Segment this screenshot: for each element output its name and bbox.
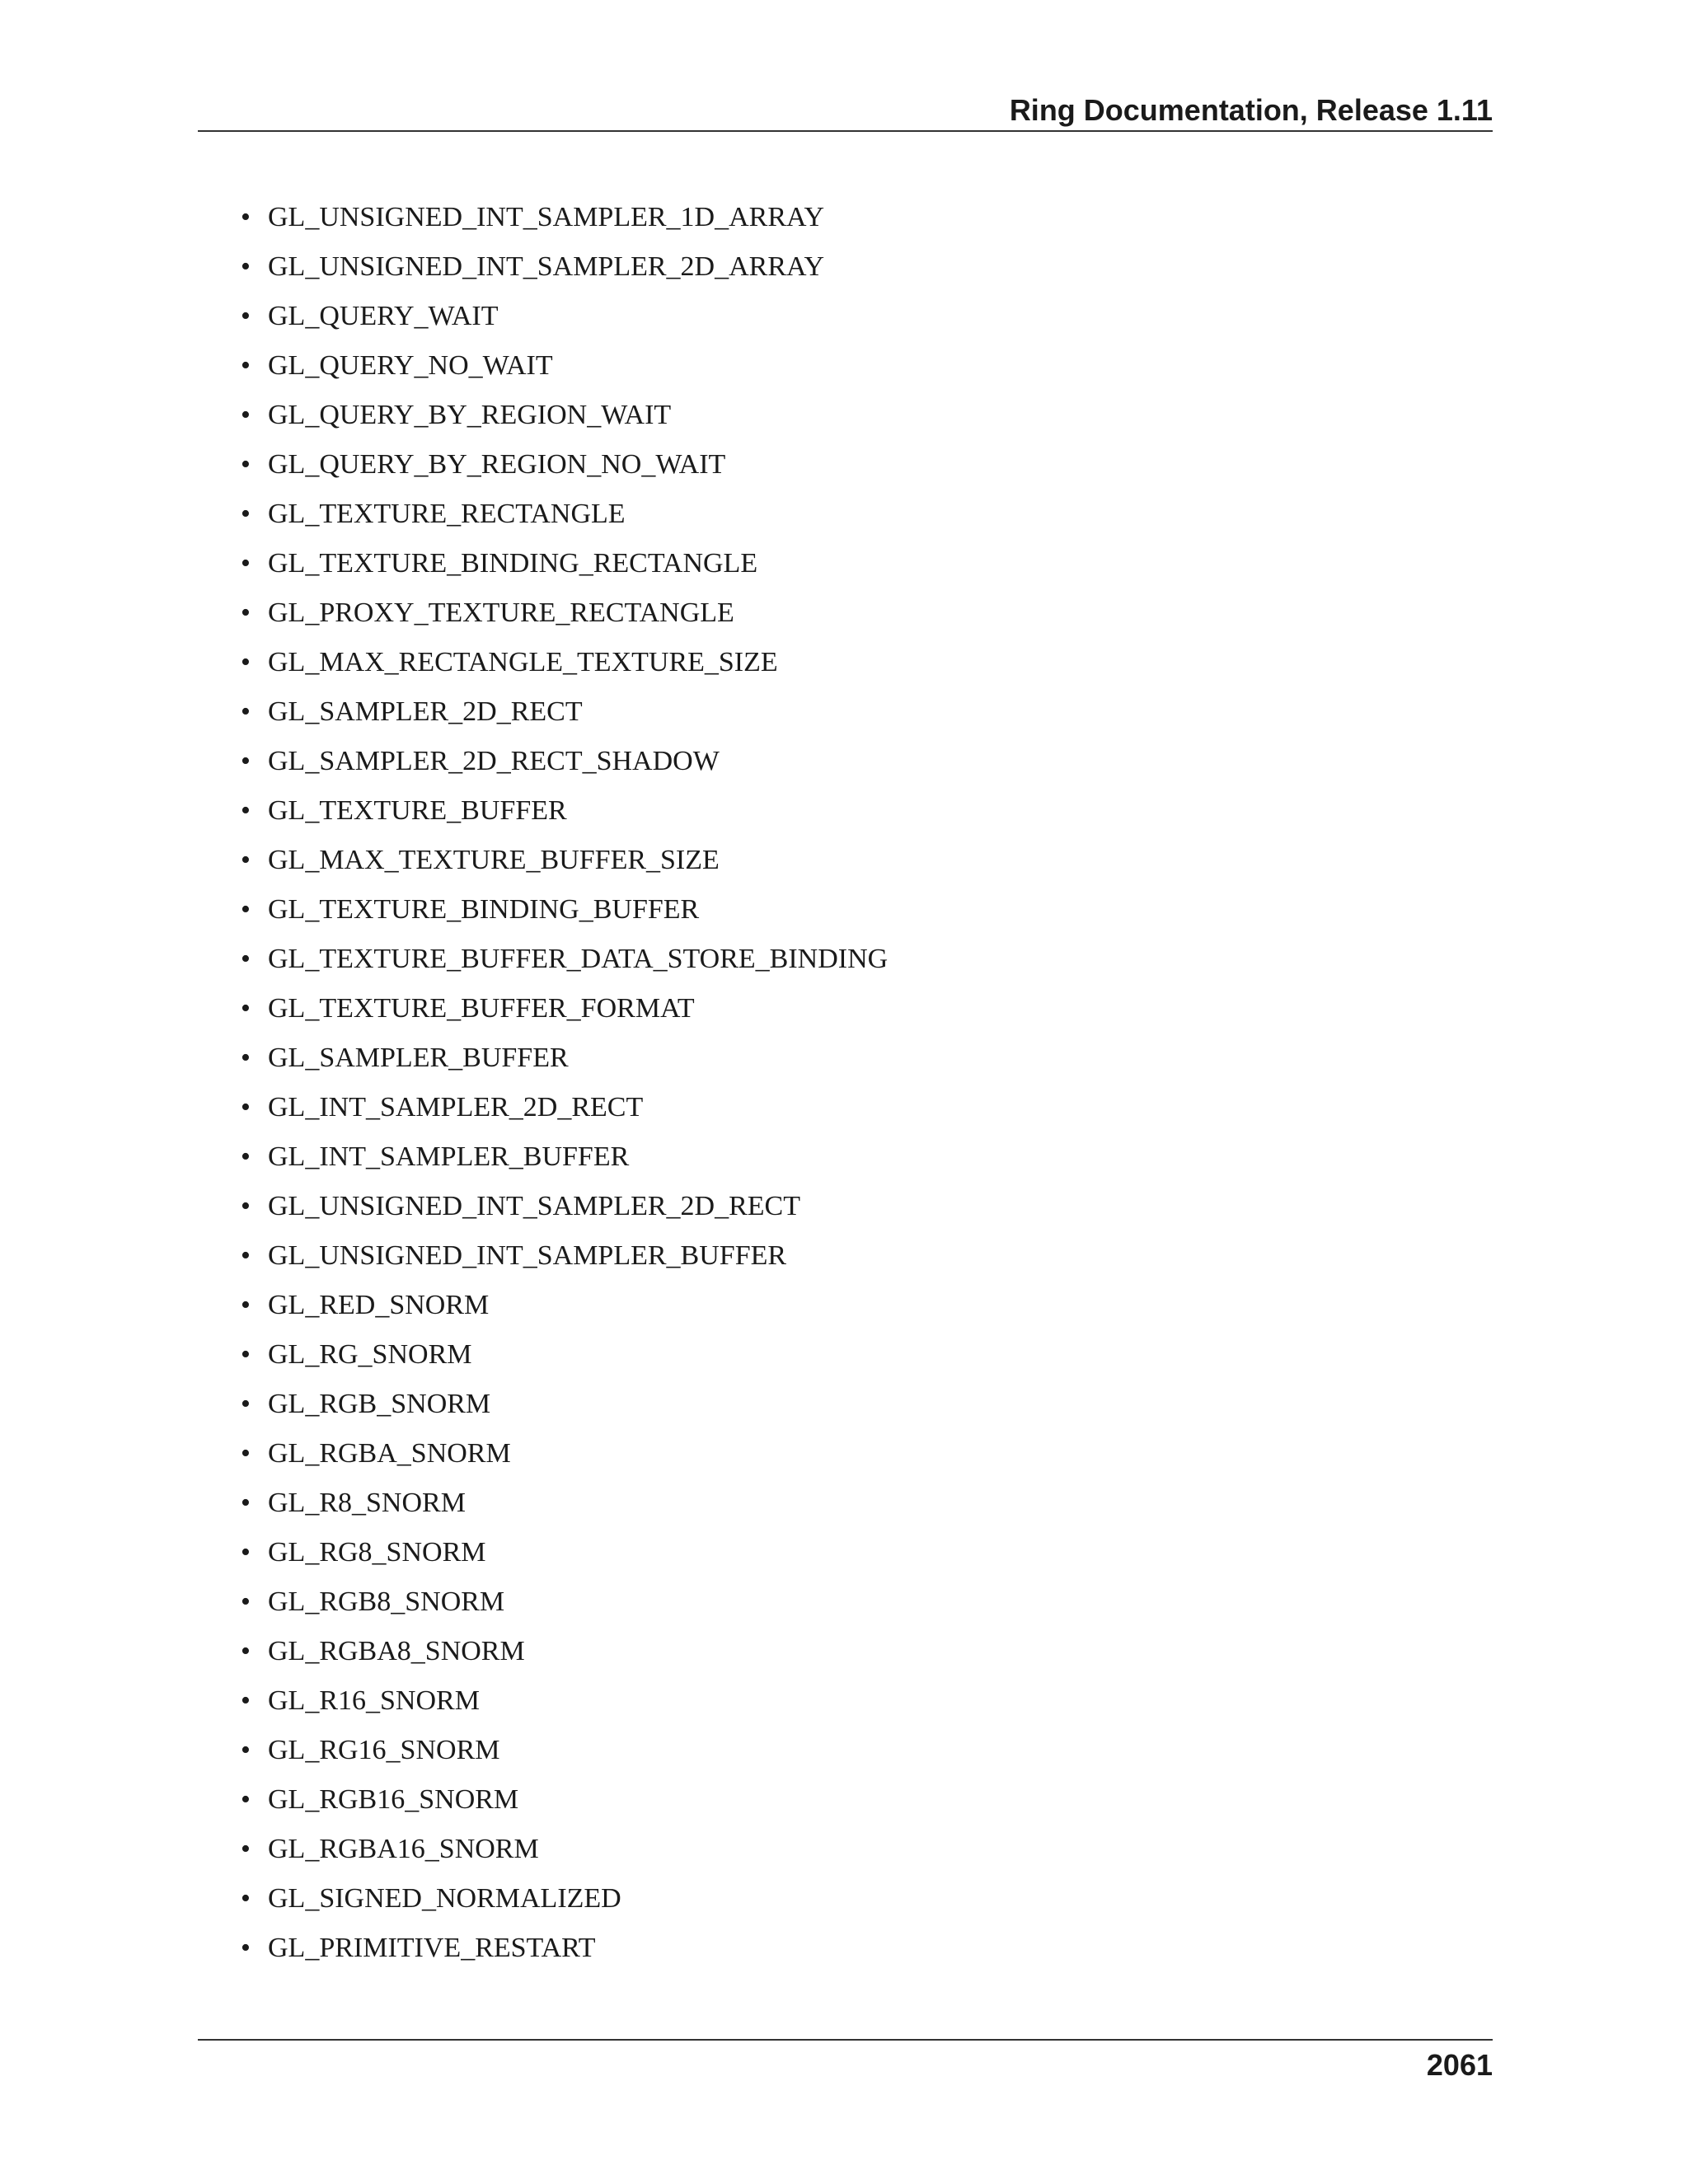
list-item-text: GL_UNSIGNED_INT_SAMPLER_2D_RECT	[268, 1191, 800, 1221]
list-item	[241, 1083, 888, 1132]
bullet-icon: •	[241, 1586, 251, 1617]
bullet-icon: •	[241, 449, 251, 480]
list-item-text: GL_TEXTURE_BINDING_RECTANGLE	[268, 548, 758, 579]
bullet-icon: •	[241, 301, 251, 331]
bullet-icon: •	[241, 993, 251, 1024]
footer-rule	[198, 2039, 1493, 2041]
list-item-text: GL_R16_SNORM	[268, 1685, 480, 1716]
list-item	[241, 1380, 888, 1429]
list-item-text: GL_SAMPLER_BUFFER	[268, 1043, 569, 1073]
bullet-icon: •	[241, 1834, 251, 1864]
list-item-text: GL_RG_SNORM	[268, 1339, 472, 1370]
list-item	[241, 1033, 888, 1083]
list-item	[241, 1132, 888, 1182]
list-item	[241, 440, 888, 490]
list-item	[241, 1479, 888, 1528]
list-item-text: GL_RGB_SNORM	[268, 1389, 491, 1419]
list-item	[241, 292, 888, 341]
list-item-text: GL_UNSIGNED_INT_SAMPLER_1D_ARRAY	[268, 202, 825, 232]
list-item	[241, 588, 888, 638]
list-item	[241, 391, 888, 440]
bullet-icon: •	[241, 1389, 251, 1419]
list-item	[241, 1429, 888, 1479]
list-item-text: GL_QUERY_BY_REGION_WAIT	[268, 400, 672, 430]
list-item	[241, 1330, 888, 1380]
list-item-text: GL_UNSIGNED_INT_SAMPLER_BUFFER	[268, 1240, 787, 1271]
bullet-icon: •	[241, 1537, 251, 1568]
list-item-text: GL_RGBA8_SNORM	[268, 1636, 525, 1666]
bullet-icon: •	[241, 1141, 251, 1172]
list-item-text: GL_SAMPLER_2D_RECT_SHADOW	[268, 746, 720, 776]
bullet-icon: •	[241, 202, 251, 232]
list-item	[241, 935, 888, 984]
list-item	[241, 242, 888, 292]
bullet-icon: •	[241, 1735, 251, 1765]
list-item-text: GL_TEXTURE_BUFFER_DATA_STORE_BINDING	[268, 944, 889, 974]
list-item-text: GL_QUERY_WAIT	[268, 301, 499, 331]
list-item	[241, 1182, 888, 1231]
running-header: Ring Documentation, Release 1.11	[1009, 93, 1493, 127]
bullet-icon: •	[241, 499, 251, 529]
bullet-icon: •	[241, 1685, 251, 1716]
list-item-text: GL_TEXTURE_BUFFER_FORMAT	[268, 993, 695, 1024]
bullet-icon: •	[241, 845, 251, 875]
list-item	[241, 1775, 888, 1825]
list-item-text: GL_RGB16_SNORM	[268, 1784, 519, 1815]
list-item-text: GL_RG8_SNORM	[268, 1537, 486, 1568]
list-item	[241, 1577, 888, 1627]
bullet-icon: •	[241, 350, 251, 381]
bullet-icon: •	[241, 1092, 251, 1122]
list-item	[241, 1627, 888, 1676]
bullet-icon: •	[241, 400, 251, 430]
list-item-text: GL_TEXTURE_RECTANGLE	[268, 499, 626, 529]
bullet-icon: •	[241, 746, 251, 776]
list-item	[241, 1726, 888, 1775]
list-item-text: GL_INT_SAMPLER_2D_RECT	[268, 1092, 644, 1122]
bullet-icon: •	[241, 548, 251, 579]
list-item	[241, 687, 888, 737]
list-item	[241, 341, 888, 391]
constant-list	[241, 193, 888, 1973]
list-item-text: GL_MAX_TEXTURE_BUFFER_SIZE	[268, 845, 720, 875]
list-item	[241, 786, 888, 836]
list-item-text: GL_SIGNED_NORMALIZED	[268, 1883, 621, 1914]
bullet-icon: •	[241, 944, 251, 974]
list-item	[241, 737, 888, 786]
bullet-icon: •	[241, 1043, 251, 1073]
list-item	[241, 1528, 888, 1577]
list-item	[241, 885, 888, 935]
bullet-icon: •	[241, 696, 251, 727]
list-item	[241, 1281, 888, 1330]
list-item-text: GL_TEXTURE_BUFFER	[268, 795, 567, 826]
bullet-icon: •	[241, 1191, 251, 1221]
bullet-icon: •	[241, 598, 251, 628]
list-item-text: GL_PRIMITIVE_RESTART	[268, 1933, 596, 1963]
list-item-text: GL_RGBA_SNORM	[268, 1438, 511, 1469]
list-item	[241, 1874, 888, 1924]
bullet-icon: •	[241, 1339, 251, 1370]
list-item-text: GL_QUERY_BY_REGION_NO_WAIT	[268, 449, 726, 480]
list-item-text: GL_PROXY_TEXTURE_RECTANGLE	[268, 598, 734, 628]
list-item-text: GL_RG16_SNORM	[268, 1735, 500, 1765]
list-item-text: GL_RGB8_SNORM	[268, 1586, 505, 1617]
bullet-icon: •	[241, 1488, 251, 1518]
list-item	[241, 1231, 888, 1281]
list-item	[241, 1676, 888, 1726]
bullet-icon: •	[241, 647, 251, 677]
list-item-text: GL_INT_SAMPLER_BUFFER	[268, 1141, 630, 1172]
list-item	[241, 984, 888, 1033]
bullet-icon: •	[241, 251, 251, 282]
bullet-icon: •	[241, 1240, 251, 1271]
list-item	[241, 490, 888, 539]
list-item-text: GL_RED_SNORM	[268, 1290, 490, 1320]
list-item-text: GL_QUERY_NO_WAIT	[268, 350, 553, 381]
list-item	[241, 836, 888, 885]
list-item-text: GL_UNSIGNED_INT_SAMPLER_2D_ARRAY	[268, 251, 825, 282]
list-item-text: GL_TEXTURE_BINDING_BUFFER	[268, 894, 700, 925]
bullet-icon: •	[241, 1784, 251, 1815]
list-item	[241, 1825, 888, 1874]
bullet-icon: •	[241, 1883, 251, 1914]
list-item	[241, 539, 888, 588]
list-item	[241, 638, 888, 687]
bullet-icon: •	[241, 1290, 251, 1320]
list-item-text: GL_SAMPLER_2D_RECT	[268, 696, 583, 727]
list-item	[241, 1924, 888, 1973]
bullet-icon: •	[241, 1933, 251, 1963]
list-item-text: GL_RGBA16_SNORM	[268, 1834, 539, 1864]
bullet-icon: •	[241, 1438, 251, 1469]
list-item-text: GL_R8_SNORM	[268, 1488, 466, 1518]
page-number: 2061	[1426, 2048, 1493, 2082]
list-item	[241, 193, 888, 242]
bullet-icon: •	[241, 1636, 251, 1666]
bullet-icon: •	[241, 894, 251, 925]
header-rule	[198, 130, 1493, 132]
list-item-text: GL_MAX_RECTANGLE_TEXTURE_SIZE	[268, 647, 778, 677]
bullet-icon: •	[241, 795, 251, 826]
